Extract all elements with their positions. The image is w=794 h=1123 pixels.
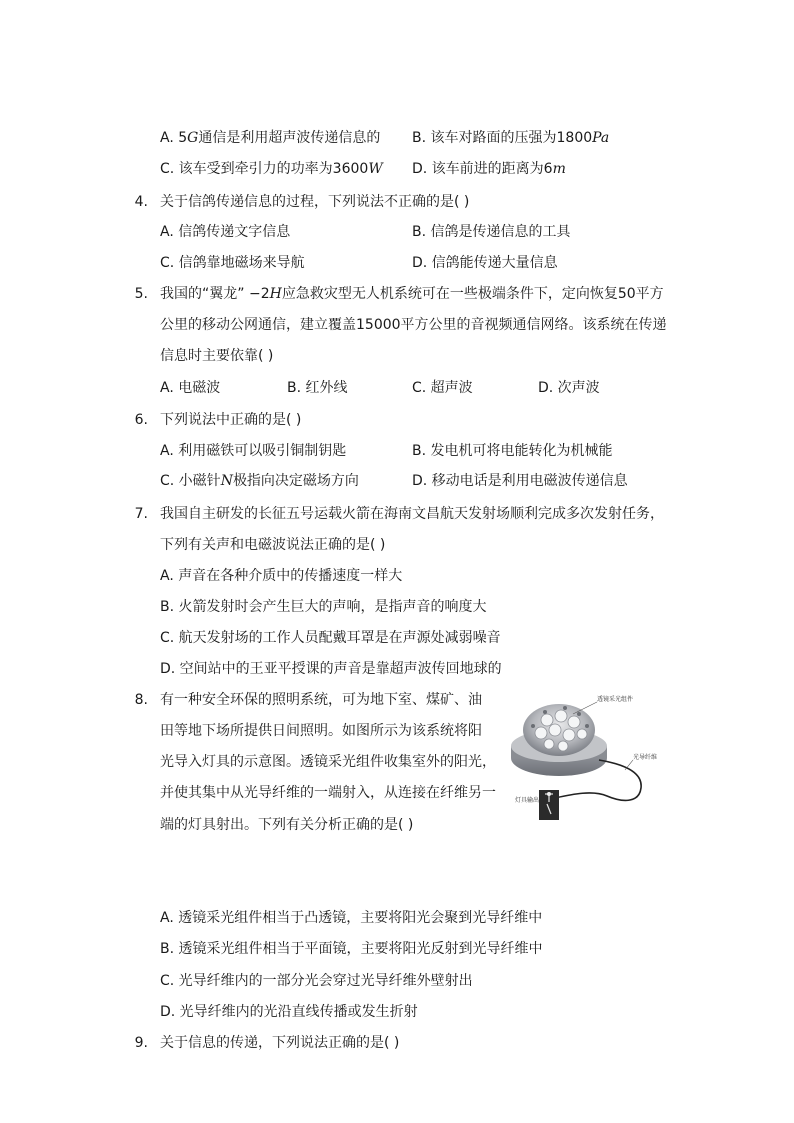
- question-stem: 我国自主研发的长征五号运载火箭在海南文昌航天发射场顺利完成多次发射任务，: [160, 506, 664, 522]
- question-stem: 我国的“翼龙” −2H应急救灾型无人机系统可在一些极端条件下，定向恢复50平方: [160, 286, 664, 302]
- option-a: A. 透镜采光组件相当于凸透镜，主要将阳光会聚到光导纤维中: [160, 910, 543, 926]
- prev-option-d: D. 该车前进的距离为6m: [412, 161, 566, 177]
- question-number: 4.: [134, 194, 148, 210]
- question-stem-line: 端的灯具射出。下列有关分析正确的是( ): [160, 817, 414, 833]
- prev-option-a: A. 5G通信是利用超声波传递信息的: [160, 130, 381, 146]
- question-number: 6.: [134, 412, 148, 428]
- option-a: A. 电磁波: [160, 380, 221, 396]
- option-b: B. 发电机可将电能转化为机械能: [412, 443, 613, 459]
- question-stem: 关于信息的传递，下列说法正确的是( ): [160, 1035, 400, 1051]
- question-stem: 有一种安全环保的照明系统，可为地下室、煤矿、油: [160, 692, 482, 708]
- question-number: 9.: [134, 1035, 148, 1051]
- option-d: D. 空间站中的王亚平授课的声音是靠超声波传回地球的: [160, 661, 502, 677]
- question-stem-line: 信息时主要依靠( ): [160, 348, 274, 364]
- option-b: B. 火箭发射时会产生巨大的声响，是指声音的响度大: [160, 599, 487, 615]
- option-d: D. 移动电话是利用电磁波传递信息: [412, 473, 628, 489]
- option-b: B. 透镜采光组件相当于平面镜，主要将阳光反射到光导纤维中: [160, 941, 543, 957]
- option-c: C. 小磁针N极指向决定磁场方向: [160, 473, 359, 489]
- option-a: A. 利用磁铁可以吸引铜制钥匙: [160, 443, 347, 459]
- option-c: C. 超声波: [412, 380, 473, 396]
- option-d: D. 信鸽能传递大量信息: [412, 255, 558, 271]
- lamp-label: 灯具输出: [515, 797, 540, 804]
- option-b: B. 信鸽是传递信息的工具: [412, 224, 571, 240]
- prev-option-c: C. 该车受到牵引力的功率为3600W: [160, 161, 383, 177]
- fiber-label: 光导纤维: [633, 754, 658, 761]
- option-c: C. 信鸽靠地磁场来导航: [160, 255, 305, 271]
- question-stem-line: 公里的移动公网通信，建立覆盖15000平方公里的音视频通信网络。该系统在传递: [160, 317, 667, 333]
- question-number: 8.: [134, 692, 148, 708]
- option-a: A. 信鸽传递文字信息: [160, 224, 291, 240]
- option-c: C. 航天发射场的工作人员配戴耳罩是在声源处减弱噪音: [160, 630, 501, 646]
- option-d: D. 次声波: [538, 380, 600, 396]
- option-a: A. 声音在各种介质中的传播速度一样大: [160, 568, 403, 584]
- option-c: C. 光导纤维内的一部分光会穿过光导纤维外壁射出: [160, 973, 473, 989]
- question-stem-line: 光导入灯具的示意图。透镜采光组件收集室外的阳光，: [160, 754, 496, 770]
- light-collector-figure: [503, 690, 675, 825]
- question-stem-line: 下列有关声和电磁波说法正确的是( ): [160, 537, 386, 553]
- question-stem: 关于信鸽传递信息的过程，下列说法不正确的是( ): [160, 194, 470, 210]
- question-stem-line: 并使其集中从光导纤维的一端射入，从连接在纤维另一: [160, 785, 496, 801]
- question-stem-line: 田等地下场所提供日间照明。如图所示为该系统将阳: [160, 723, 482, 739]
- question-stem: 下列说法中正确的是( ): [160, 412, 302, 428]
- option-b: B. 红外线: [287, 380, 348, 396]
- prev-option-b: B. 该车对路面的压强为1800Pa: [412, 130, 610, 146]
- option-d: D. 光导纤维内的光沿直线传播或发生折射: [160, 1004, 418, 1020]
- question-number: 5.: [134, 286, 148, 302]
- lens-label: 透镜采光组件: [597, 696, 634, 703]
- question-number: 7.: [134, 506, 148, 522]
